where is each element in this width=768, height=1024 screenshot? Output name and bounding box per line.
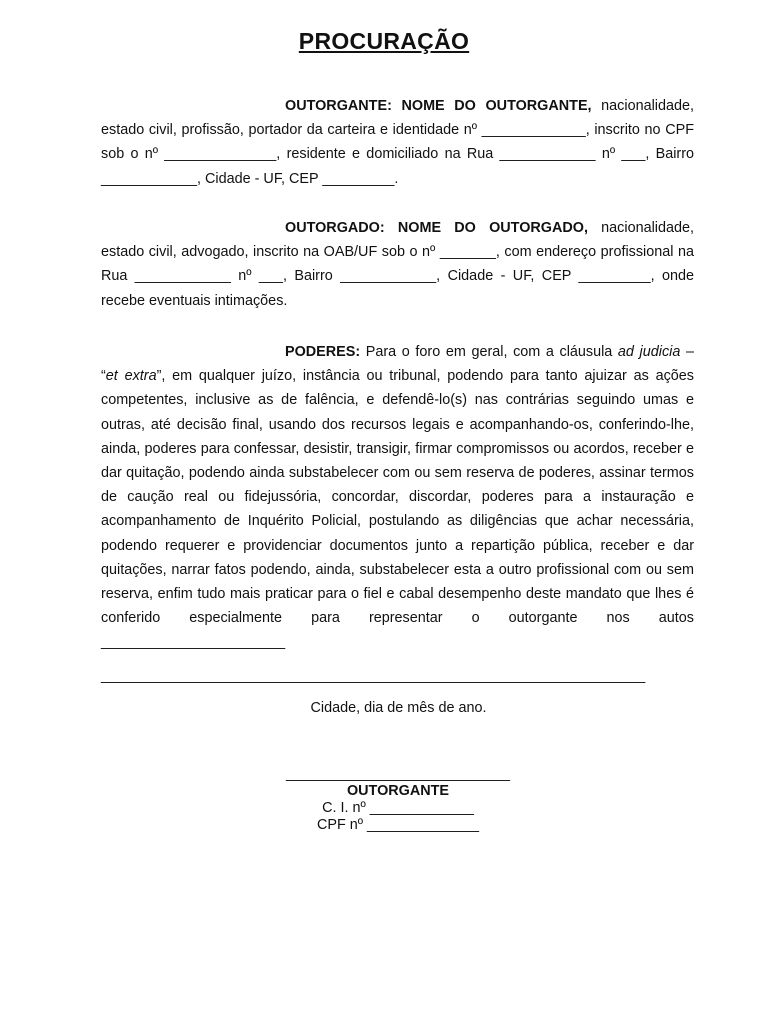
et-extra-term: et extra — [105, 368, 157, 385]
signature-cpf: CPF nº ______________ — [316, 817, 480, 833]
poderes-text-3: ”, em qualquer juízo, instância ou tribunal, podendo para tanto ajuizar as ações competentes, inclusive as de falência, e defendê-lo(s) nas contrárias seguindo umas e outras, até decisão final, usando dos recursos legais e acompanhando-os, conferindo-lhe, ainda, poderes para confessar, desistir, transigir, firmar compromissos ou acordos, receber e dar quitação, podendo ainda substabelecer com ou sem reserva de poderes, assinar termos de caução real ou fidejussória, concordar, discordar, poderes para a instauração e acompanhamento de Inquérito Policial, postulando as diligências que achar necessária, podendo requerer e providenciar documentos junto a repartição pública, receber e dar quitações, narrar fatos podendo, ainda, substabelecer esta a outro profissional com ou sem reserva, enfim tudo mais praticar para o fiel e cabal desempenho deste mandato que lhes é conferido especialmente para representar o outorgante nos autos _______________________ — [101, 368, 694, 651]
outorgado-label: OUTORGADO: NOME DO OUTORGADO, — [285, 220, 588, 236]
ad-judicia-term: ad judicia — [617, 344, 681, 360]
autos-fill-line: ____________________________________________________________________ — [101, 668, 646, 684]
outorgado-text: nacionalidade, estado civil, advogado, inscrito na OAB/UF sob o nº _______, com endereço profissional na Rua ____________ nº ___, Bairro ____________, Cidade - UF, CEP _________, onde recebe eventuais intimações. — [101, 220, 694, 309]
outorgante-text: nacionalidade, estado civil, profissão, portador da carteira e identidade nº _____________, inscrito no CPF sob o nº ______________, residente e domiciliado na Rua ____________ nº ___, Bairro ____________, Cidade - UF, CEP _________. — [101, 98, 694, 187]
signature-ci: C. I. nº _____________ — [322, 800, 474, 816]
poderes-paragraph — [101, 340, 694, 655]
poderes-text-2: – “ — [101, 344, 694, 385]
outorgante-label: OUTORGANTE: NOME DO OUTORGANTE, — [285, 98, 592, 114]
document-title: PROCURAÇÃO — [298, 28, 470, 54]
outorgante-paragraph — [101, 94, 694, 191]
outorgado-paragraph — [101, 216, 694, 313]
date-line: Cidade, dia de mês de ano. — [310, 700, 487, 716]
poderes-text-1: Para o foro em geral, com a cláusula — [360, 344, 618, 360]
signature-line: ____________________________ — [285, 766, 511, 782]
signature-name: OUTORGANTE — [346, 783, 450, 799]
poderes-label: PODERES: — [285, 344, 361, 360]
signature-block — [270, 766, 526, 834]
